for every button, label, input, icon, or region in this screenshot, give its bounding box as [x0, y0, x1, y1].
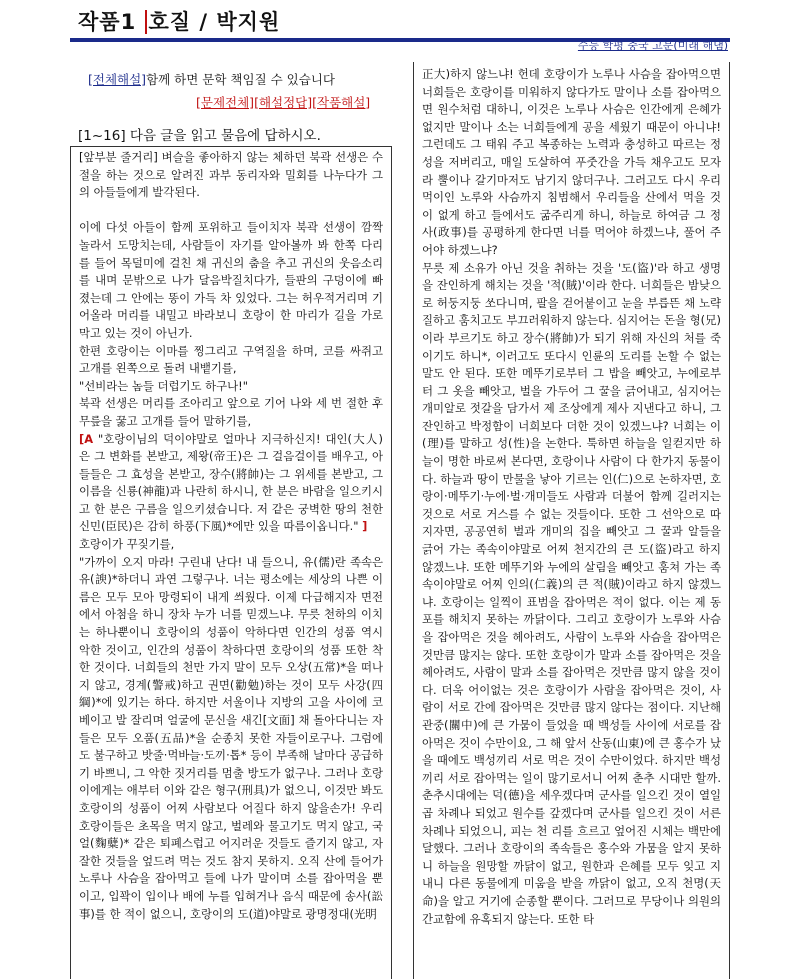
title-work: 호질	[145, 10, 192, 34]
instruction: [1~16] 다음 글을 읽고 물음에 답하시오.	[78, 128, 321, 144]
right-paragraph-1: 正大)하지 않느냐! 헌데 호랑이가 노루나 사슴을 잡아먹으면 너희들은 호랑이를 미워하지 않다가도 말이나 소를 잡아먹으면 원수처럼 대하니, 이것은 노루나 사슴은 인간에게 은혜가 없지만 말이나 소는 너희들에게 공을 세웠기 때문이 아니냐! 그런데도 그 태워 주고 복종하는 노력과 충성하고 따르는 정성을 저버리고, 매일 도살하여 푸줏간을 가득 채우고도 모자라 뿔이나 갈기마저도 남기지 않더구나. 그러고도 다시 우리 먹이인 노루와 사슴까지 침범해서 우리들을 산에서 먹을 것이 없게 하고 들에서도 굶주리게 하니, 하늘로 하여금 그 정사(政事)를 공평하게 한다면 너를 먹어야 하겠느냐, 풀어 주어야 하겠느냐?	[422, 67, 721, 257]
bracket-a-marker: [A	[79, 431, 94, 446]
title-sep: /	[199, 10, 209, 34]
page-title	[78, 6, 280, 36]
title-author: 박지원	[216, 10, 281, 34]
passage-right	[413, 62, 730, 979]
paragraph-3: "선비라는 놈들 더럽기도 하구나!"	[79, 378, 248, 393]
paragraph-a	[79, 431, 383, 537]
title-bar	[70, 0, 730, 42]
right-paragraph-2: 무릇 제 소유가 아닌 것을 취하는 것을 '도(盜)'라 하고 생명을 잔인하게 해치는 것을 '적(賊)'이라 한다. 너희들은 밤낮으로 허둥지둥 쏘다니며, 팔을 걷어붙이고 눈을 부릅뜬 채 노략질하고 훔치고도 부끄러워하지 않는다. 심지어는 돈을 형(兄)이라 부르기도 하고 장수(將帥)가 되기 위해 자신의 처를 죽이기도 하니*, 이러고도 또다시 인륜의 도리를 논할 수 없는 말도 안 된다. 또한 메뚜기로부터 그 밥을 빼앗고, 누에로부터 그 옷을 빼앗고, 벌을 가두어 그 꿀을 긁어내고, 심지어는 개미알로 젓갈을 담가서 제 조상에게 제사 지낸다고 하니, 그 잔인하고 박정함이 너희보다 더한 것이 있겠느냐? 너희는 이(理)를 말하고 성(性)을 논한다. 툭하면 하늘을 일컫지만 하늘이 명한 바로써 본다면, 호랑이나 사람이 다 한가지 동물이다. 하늘과 땅이 만물을 낳아 기르는 인(仁)으로 논하자면, 호랑이·메뚜기·누에·벌·개미들도 사람과 더불어 함께 길러지는 것으로 서로 거스를 수 없는 것들이다. 또한 그 선악으로 따지자면, 공공연히 벌과 개미의 집을 빼앗고 그 꿀과 알들을 긁어 가는 족속이야말로 어찌 천지간의 큰 도(盜)라고 하지 않겠느냐. 또한 메뚜기와 누에의 살림을 빼앗고 훔쳐 가는 족속이야말로 어찌 인의(仁義)의 큰 적(賊)이라고 하지 않겠느냐. 호랑이는 일찍이 표범을 잡아먹은 적이 없다. 이는 제 동포를 해치지 못하는 까닭이다. 그리고 호랑이가 노루와 사슴을 잡아먹은 것을 헤아려도, 사람이 노루와 사슴을 잡아먹은 것만큼 많지는 않다. 또한 호랑이가 말과 소를 잡아먹은 것을 헤아려도, 사람이 말과 소를 잡아먹은 것만큼 많지 않을 것이다. 더욱 어이없는 것은 호랑이가 사람을 잡아먹은 것이, 사람이 서로 간에 잡아먹은 것만큼 많지 않다는 점이다. 지난해 관중(關中)에 큰 가뭄이 들었을 때 백성들 사이에 서로를 잡아먹은 것이 수만이요, 그 해 앞서 산동(山東)에 큰 홍수가 났을 때에도 백성끼리 서로 먹은 것이 수만이었다. 하지만 백성끼리 서로 잡아먹는 일이 많기로서니 어찌 춘추 시대만 할까. 춘추시대에는 덕(德)을 세우겠다며 군사를 일으킨 것이 열일곱 차례나 되었고 원수를 갚겠다며 군사를 일으킨 것이 서른 차례나 되었으니, 피는 천 리를 흐르고 엎어진 시체는 백만에 달했다. 그러나 호랑이의 족속들은 홍수와 가뭄을 알지 못하니 하늘을 원망할 까닭이 없고, 원한과 은혜를 모두 잊고 지내니 다른 동물에게 미움을 받을 까닭이 없고, 오직 천명(天命)을 알고 거기에 순종할 뿐이다. 그러므로 무당이나 의원의 간교함에 유혹되지 않는다. 또한 타	[422, 260, 721, 926]
intro-text: 함께 하면 문학 책임질 수 있습니다	[146, 72, 335, 87]
title-num: 작품1	[78, 10, 137, 34]
source-subtitle[interactable]: 수능 학평 중국 고문(미래 해냄)	[577, 39, 728, 52]
work-explain-link[interactable]: [작품해설]	[312, 95, 371, 110]
paragraph-2: 한편 호랑이는 이마를 찡그리고 구역질을 하며, 코를 싸쥐고 고개를 왼쪽으로 돌려 내뱉기를,	[79, 343, 383, 376]
bracket-a-end: ]	[362, 519, 368, 534]
full-explain-link[interactable]: [전체해설]	[88, 72, 147, 87]
answer-link[interactable]: [해설정답]	[254, 95, 313, 110]
paragraph-5: 호랑이가 꾸짖기를,	[79, 537, 175, 552]
link-row	[196, 93, 370, 111]
paragraph-1: 이에 다섯 아들이 함께 포위하고 들이치자 북곽 선생이 깜짝 놀라서 도망치는데, 사람들이 자기를 알아볼까 봐 한쪽 다리를 들어 목덜미에 걸친 채 귀신의 춤을 추고 귀신의 웃음소리를 내며 문밖으로 나가 달음박질치다가, 들판의 구덩이에 빠졌는데 그 안에는 똥이 가득 차 있었다. 그는 허우적거리며 기어올라 머리를 내밀고 바라보니 호랑이 한 마리가 길을 가로막고 있는 것이 아닌가.	[79, 220, 383, 340]
paragraph-6: "가까이 오지 마라! 구린내 난다! 내 들으니, 유(儒)란 족속은 유(諛)*하더니 과연 그렇구나. 너는 평소에는 세상의 나쁜 이름은 모두 모아 망령되이 내게 씌웠다. 이제 다급해지자 면전에서 아첨을 하니 장차 누가 너를 믿겠느냐. 무릇 천하의 이치는 하나뿐이니 호랑이의 성품이 악하다면 인간의 성품 역시 악한 것이고, 인간의 성품이 착하다면 호랑이의 성품 또한 착한 것이다. 너희들의 천만 가지 말이 모두 오상(五常)*을 떠나지 않고, 경계(警戒)하고 권면(勸勉)하는 것이 모두 사강(四綱)*에 있기는 하다. 하지만 서울이나 지방의 고을 사이에 코 베이고 발 잘리며 얼굴에 문신을 새긴[文面] 채 돌아다니는 자들은 모두 오품(五品)*을 순종치 못한 자들이로구나. 그럼에도 불구하고 밧줄·먹바늘·도끼·톱* 등이 부족해 날마다 공급하기 바쁘니, 그 악한 짓거리를 멈출 방도가 없구나. 그러나 호랑이에게는 애부터 이와 같은 형구(刑具)가 없으니, 이것만 봐도 호랑이의 성품이 어찌 사람보다 어질다 하지 않을손가! 우리 호랑이들은 초목을 먹지 않고, 벌레와 물고기도 먹지 않고, 국얼(麴糵)* 같은 퇴폐스럽고 어지러운 것들도 즐기지 않고, 자잘한 것들을 엎드려 먹는 것도 참지 못하지. 오직 산에 들어가 노루나 사슴을 잡아먹고 들에 나가 말이며 소를 잡아먹을 뿐이고, 입꽉이 입이나 배에 누를 입혀거나 음식 때문에 송사(訟事)를 한 적이 없으니, 호랑이의 도(道)야말로 광명정대(光明	[79, 554, 383, 921]
passage-left	[70, 146, 392, 979]
paragraph-a-text: "호랑이님의 덕이야말로 얼마나 지극하신지! 대인(大人)은 그 변화를 본받고, 제왕(帝王)은 그 걸음걸이를 배우고, 아들들은 그 효성을 본받고, 장수(將帥)는 그 위세를 본받고, 그 이름을 신룡(神龍)과 나란히 하시니, 한 분은 바람을 일으키시고 한 분은 구름을 일으키셨습니다. 저 같은 궁벽한 땅의 천한 신민(臣民)은 감히 하풍(下風)*에만 있을 따름이옵니다."	[79, 431, 384, 534]
intro-line	[88, 70, 335, 88]
question-all-link[interactable]: [문제전체]	[196, 95, 255, 110]
paragraph-4: 북곽 선생은 머리를 조아리고 앞으로 기어 나와 세 번 절한 후 무릎을 꿇고 고개를 들어 말하기를,	[79, 396, 383, 428]
summary-paragraph: [앞부분 줄거리] 벼슬을 좋아하지 않는 체하던 북곽 선생은 수절을 하는 것으로 알려진 과부 동리자와 밀회를 나누다가 그의 아들들에게 발각된다.	[79, 150, 383, 200]
